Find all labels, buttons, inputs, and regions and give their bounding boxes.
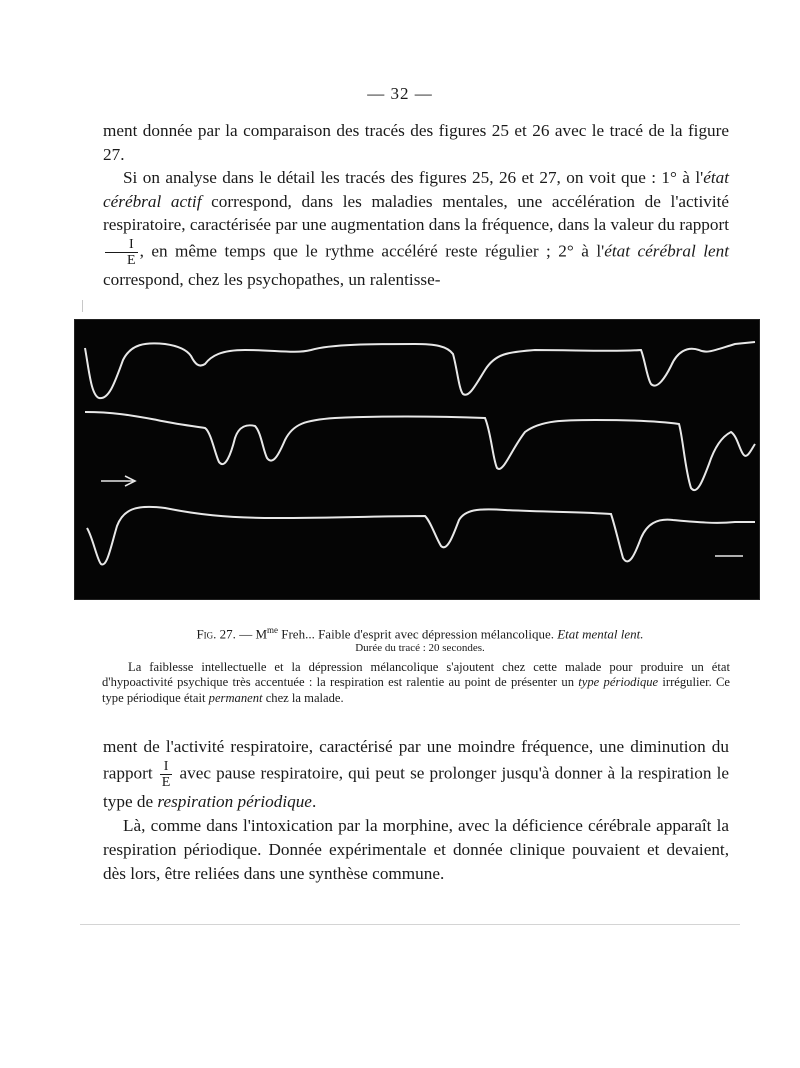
figure-caption-duration: Durée du tracé : 20 secondes. xyxy=(355,642,485,654)
text-block-top xyxy=(103,119,729,292)
arrow-right-icon xyxy=(101,476,135,486)
paragraph: ment de l'activité respiratoire, caractérisé par une moindre fréquence, une diminution du rapport $\frac{I}{E}$ avec pause respiratoire, qui peut se prolonger jusqu'à donner à la respiration le type de respiration périodique. xyxy=(103,737,729,811)
tracing-svg xyxy=(75,320,759,599)
figure-caption-title: Fig. 27. — $M^{me}$ Freh... Faible d'esprit avec dépression mélancolique. Etat mental lent. xyxy=(196,625,644,642)
fraction-i-over-e: $\frac{I}{E}$ xyxy=(161,759,171,790)
text-block-bottom xyxy=(103,735,729,886)
page-bottom-rule xyxy=(80,924,740,925)
figure-caption-body: La faiblesse intellectuelle et la dépression mélancolique s'ajoutent chez cette malade pour produire un état d'hypoactivité psychique très accentuée : la respiration est ralentie au point de présenter un type périodique irrégulier. Ce type périodique était permanent chez la malade. xyxy=(102,660,730,705)
respiration-tracing-figure xyxy=(74,319,760,600)
page-number: — 32 — xyxy=(367,84,433,103)
trace-line-1 xyxy=(85,342,755,398)
trace-line-3 xyxy=(87,507,755,565)
margin-mark xyxy=(82,300,83,312)
fraction-i-over-e: $\frac{I}{E}$ xyxy=(105,237,138,268)
trace-line-2 xyxy=(85,412,755,490)
paragraph: Là, comme dans l'intoxication par la morphine, avec la déficience cérébrale apparaît la respiration périodique. Donnée expérimentale et donnée clinique pouvaient et devaient, dès lors, être reliées dans une synthèse commune. xyxy=(103,816,729,883)
paragraph: Si on analyse dans le détail les tracés des figures 25, 26 et 27, on voit que : 1° à l'état cérébral actif correspond, dans les maladies mentales, une accélération de l'activité respiratoire, caractérisée par une augmentation dans la fréquence, dans la valeur du rapport $\frac{I}{E}$ , en même temps que le rythme accéléré reste régulier ; 2° à l'état cérébral lent correspond, chez les psychopathes, un ralentisse- xyxy=(103,168,729,289)
paragraph: ment donnée par la comparaison des tracés des figures 25 et 26 avec le tracé de la figure 27. xyxy=(103,121,729,164)
